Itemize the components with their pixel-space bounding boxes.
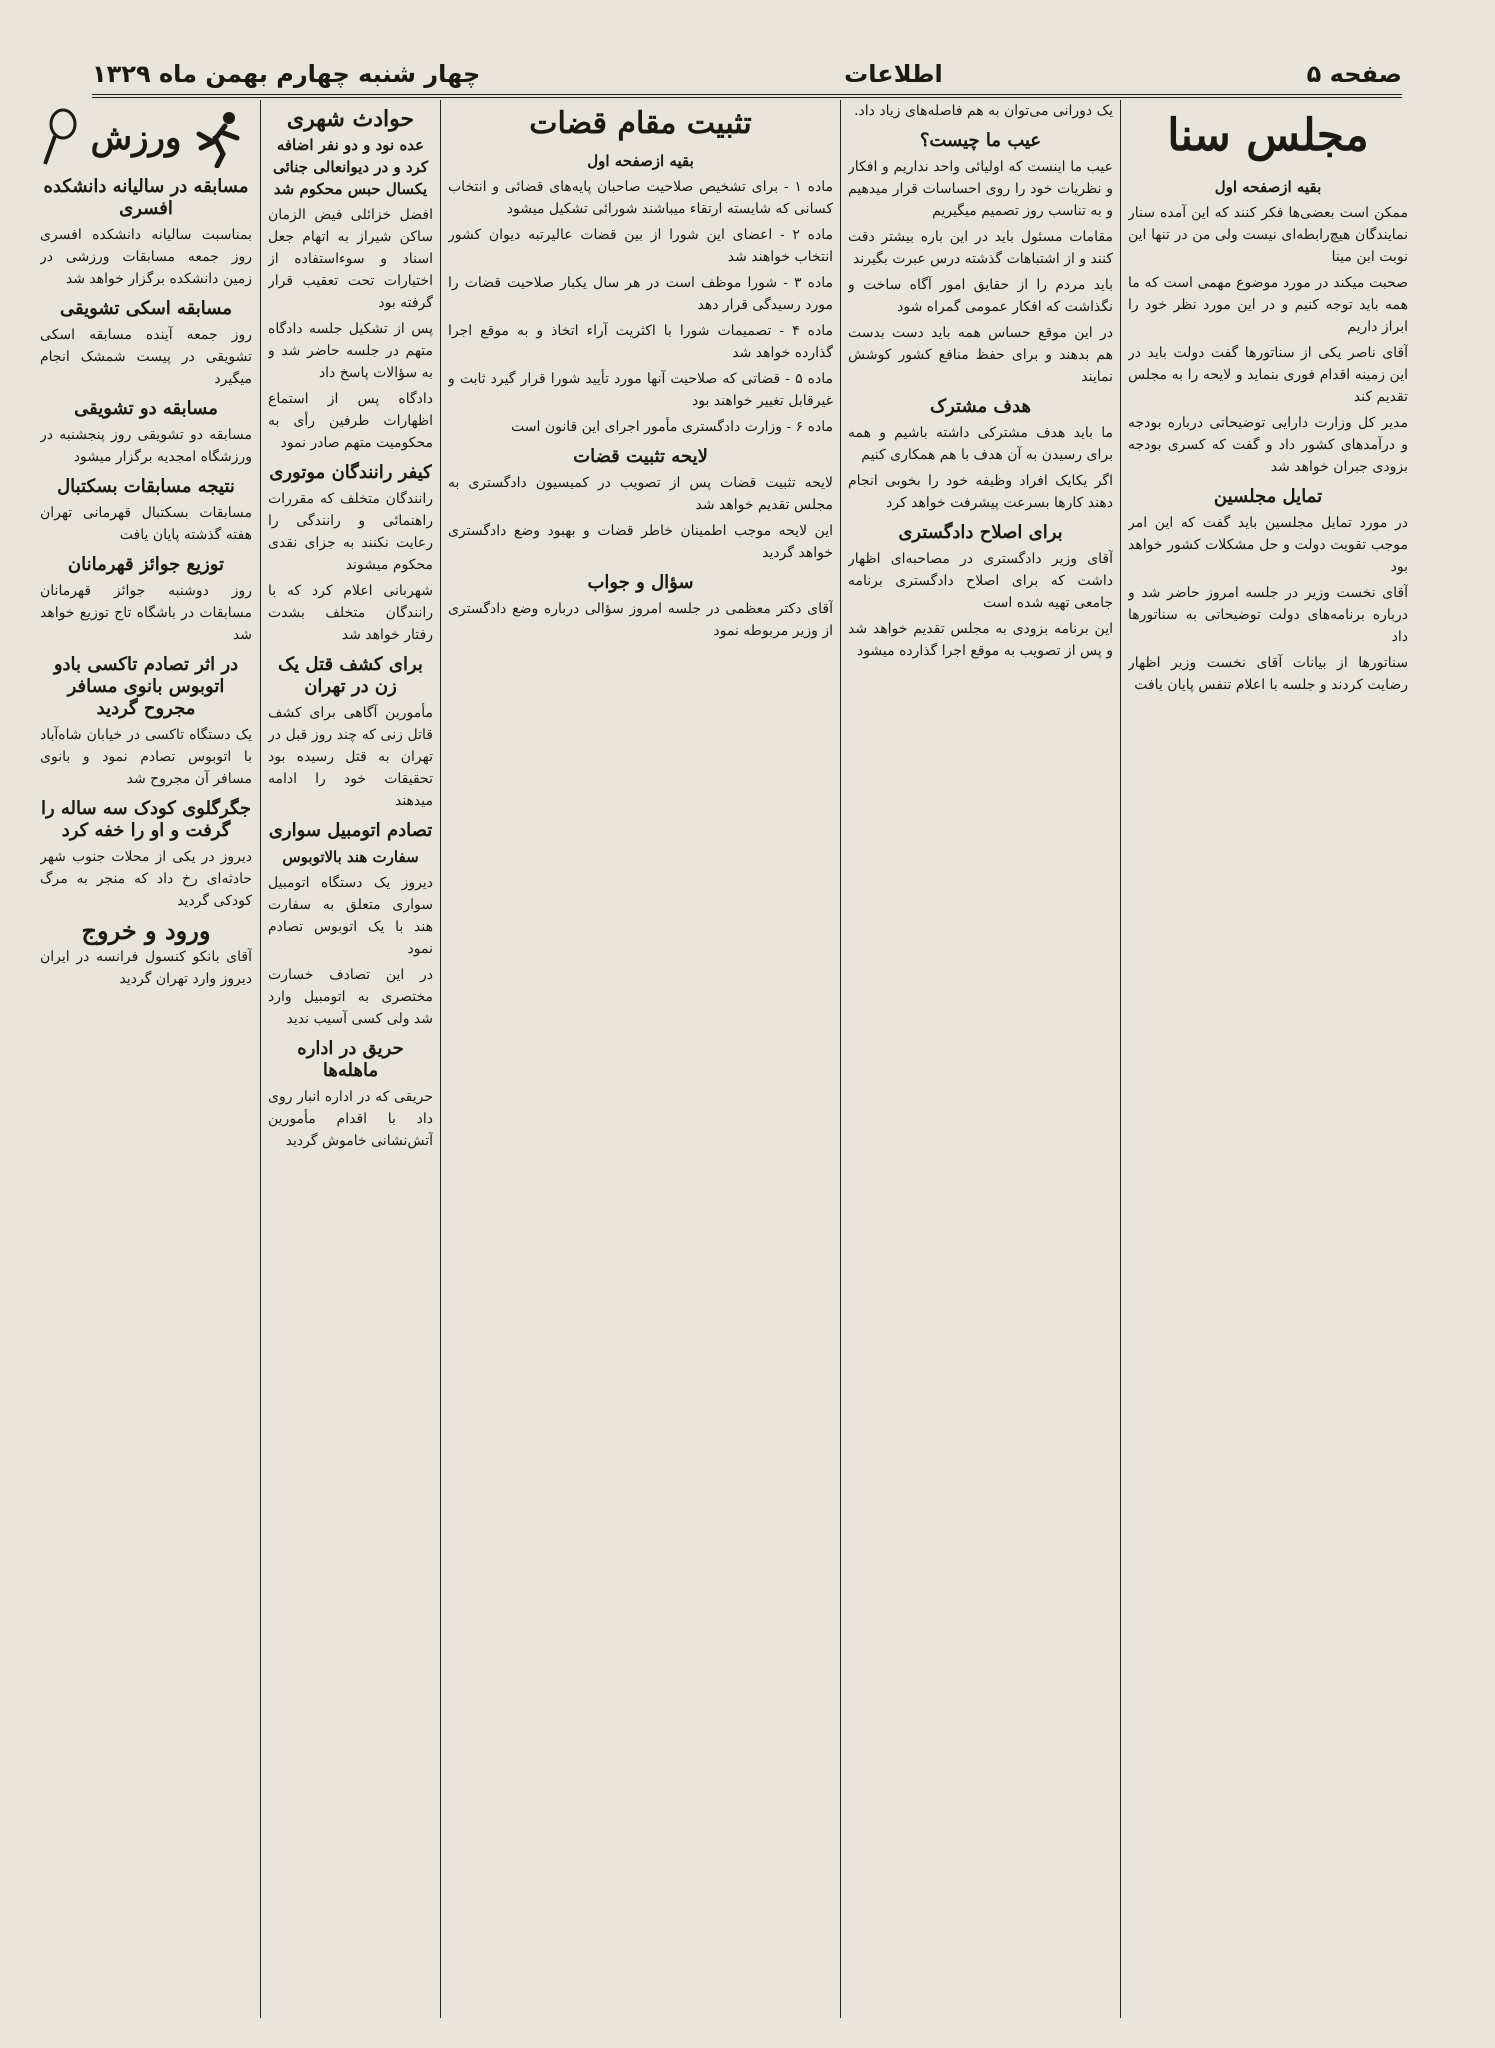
paragraph: دیروز یک دستگاه اتومبیل سواری متعلق به سفارت هند با یک اتوبوس تصادم نمود [268, 875, 433, 957]
section-title: حوادث شهری [286, 106, 415, 132]
paragraph: سناتورها از بیانات آقای نخست وزیر اظهار رضایت کردند و جلسه با اعلام تنفس پایان یافت [1128, 655, 1408, 693]
article-subtitle: بقیه ازصفحه اول [1214, 178, 1322, 196]
runner-icon [191, 108, 251, 168]
page-header [92, 54, 1402, 98]
paragraph: دادگاه پس از استماع اظهارات طرفین رأی به محکومیت متهم صادر نمود [268, 391, 433, 451]
headline: عده نود و دو نفر اضافه کرد و در دیوانعالی جنائی یکسال حبس محکوم شد [272, 136, 429, 198]
paragraph: یک دستگاه تاکسی در خیابان شاه‌آباد با اتوبوس تصادم نمود و بانوی مسافر آن مجروح شد [40, 727, 252, 787]
article-city-news [268, 100, 433, 2018]
paragraph: این لایحه موجب اطمینان خاطر قضات و بهبود وضع دادگستری خواهد گردید [448, 523, 833, 561]
paragraph: مسابقات بسکتبال قهرمانی تهران هفته گذشته پایان یافت [40, 505, 252, 543]
section-heading: برای اصلاح دادگستری [898, 522, 1063, 543]
paragraph: ماده ۴ - تصمیمات شورا با اکثریت آراء اتخاذ و به موقع اجرا گذارده خواهد شد [448, 323, 833, 361]
sports-item-heading: توزیع جوائز قهرمانان [67, 554, 225, 575]
news-item-heading: ورود و خروج [81, 916, 211, 945]
newspaper-name: اطلاعات [844, 60, 943, 88]
issue-date: چهار شنبه چهارم بهمن ماه ۱۳۲۹ [92, 60, 481, 88]
section-heading: عیب ما چیست؟ [919, 130, 1042, 151]
paragraph: آقای دکتر معظمی در جلسه امروز سؤالی درباره وضع دادگستری از وزیر مربوطه نمود [448, 601, 833, 639]
paragraph: پس از تشکیل جلسه دادگاه متهم در جلسه حاضر شد و به سؤالات پاسخ داد [268, 321, 433, 381]
paragraph: رانندگان متخلف که مقررات راهنمائی و رانندگی را رعایت نکنند به جزای نقدی محکوم میشوند [268, 491, 433, 573]
paragraph: ماده ۵ - قضاتی که صلاحیت آنها مورد تأیید شورا قرار گیرد ثابت و غیرقابل تغییر خواهند بود [448, 371, 833, 409]
column-rule [260, 100, 261, 2018]
section-title: ورزش [90, 118, 182, 158]
paragraph: مقامات مسئول باید در این باره بیشتر دقت کنند و از اشتباهات گذشته درس عبرت بگیرند [848, 229, 1113, 267]
paragraph: ما باید هدف مشترکی داشته باشیم و همه برای رسیدن به آن هدف با هم همکاری کنیم [848, 425, 1113, 463]
sports-item-heading: نتیجه مسابقات بسکتبال [57, 476, 235, 497]
sports-item-heading: مسابقه دو تشویقی [74, 398, 218, 419]
news-item-heading: در اثر تصادم تاکسی بادو اتوبوس بانوی مسافر مجروح گردید [53, 654, 239, 719]
section-heading: لایحه تثبیت قضات [573, 446, 708, 467]
section-heading: هدف مشترک [929, 396, 1032, 417]
paragraph: آقای وزیر دادگستری در مصاحبه‌ای اظهار داشت که برای اصلاح دادگستری برنامه جامعی تهیه شده است [848, 551, 1113, 611]
article-title: مجلس سنا [1167, 110, 1369, 161]
paragraph: لایحه تثبیت قضات پس از تصویب در کمیسیون دادگستری به مجلس تقدیم خواهد شد [448, 475, 833, 513]
paragraph: بمناسبت سالیانه دانشکده افسری روز جمعه مسابقات ورزشی در زمین دانشکده برگزار خواهد شد [40, 227, 252, 287]
news-item-heading: جگرگلوی کودک سه ساله را گرفت و او را خفه کرد [40, 798, 252, 841]
paragraph: مأمورین آگاهی برای کشف قاتل زنی که چند روز قبل در تهران به قتل رسیده بود تحقیقات خود را ادامه میدهند [268, 705, 433, 809]
article-title: تثبیت مقام قضات [529, 106, 752, 141]
page-number: صفحه ۵ [1306, 60, 1402, 88]
paragraph: یک دورانی می‌توان به هم فاصله‌های زیاد داد. [854, 103, 1113, 119]
paragraph: در این تصادف خسارت مختصری به اتومبیل وارد شد ولی کسی آسیب ندید [268, 967, 433, 1027]
paragraph: در این موقع حساس همه باید دست بدست هم بدهند و برای حفظ منافع کشور کوشش نمایند [848, 325, 1113, 385]
paragraph: صحبت میکند در مورد موضوع مهمی است که ما همه باید توجه کنیم و در این مورد نظر خود را ابراز داریم [1128, 275, 1408, 335]
article-editorial [848, 100, 1113, 2018]
paragraph: افضل خزائلی فیض الزمان ساکن شیراز به اتهام جعل اسناد و سوءاستفاده از اختیارات تحت تعقیب قرار گرفته بود [268, 207, 433, 311]
paragraph: دیروز در یکی از محلات جنوب شهر حادثه‌ای رخ داد که منجر به مرگ کودکی گردید [40, 849, 252, 909]
paragraph: روز دوشنبه جوائز قهرمانان مسابقات در باشگاه تاج توزیع خواهد شد [40, 583, 252, 643]
paragraph: روز جمعه آینده مسابقه اسکی تشویقی در پیست شمشک انجام میگیرد [40, 327, 252, 387]
paragraph: ماده ۶ - وزارت دادگستری مأمور اجرای این قانون است [511, 419, 833, 435]
paragraph: مدیر کل وزارت دارایی توضیحاتی درباره بودجه و درآمدهای کشور داد و گفت که کسری بودجه بزودی جبران خواهد شد [1128, 415, 1408, 475]
column-rule [840, 100, 841, 2018]
article-majlis-sena [1128, 100, 1408, 2018]
paragraph: ماده ۱ - برای تشخیص صلاحیت صاحبان پایه‌های قضائی و انتخاب کسانی که شایسته ارتقاء میباشند شورائی تشکیل میشود [448, 179, 833, 217]
section-heading: حریق در اداره ماهله‌ها [297, 1038, 404, 1081]
section-heading: سؤال و جواب [587, 572, 694, 593]
paragraph: این برنامه بزودی به مجلس تقدیم خواهد شد و پس از تصویب به موقع اجرا گذارده میشود [848, 621, 1113, 659]
section-heading: برای کشف قتل یک زن در تهران [278, 654, 423, 697]
paragraph: آقای بانکو کنسول فرانسه در ایران دیروز وارد تهران گردید [40, 949, 252, 987]
paragraph: باید مردم را از حقایق امور آگاه ساخت و نگذاشت که افکار عمومی گمراه شود [848, 277, 1113, 315]
sports-item-heading: مسابقه در سالیانه دانشکده افسری [43, 176, 249, 219]
paragraph: در مورد تمایل مجلسین باید گفت که این امر موجب تقویت دولت و حل مشکلات کشور خواهد بود [1128, 515, 1408, 575]
section-subheading: سفارت هند بالاتوبوس [282, 848, 419, 866]
article-sports [40, 100, 252, 2018]
paragraph: اگر یکایک افراد وظیفه خود را بخوبی انجام دهند کارها بسرعت پیشرفت خواهد کرد [848, 473, 1113, 511]
section-heading: کیفر رانندگان موتوری [269, 462, 432, 483]
sports-header [40, 108, 252, 168]
paragraph: ممکن است بعضی‌ها فکر کنند که این آمده سنار نمایندگان هیچ‌رابطه‌ای نیست ولی من در تنها این نوبت ابن مینا [1128, 205, 1408, 265]
sports-item-heading: مسابقه اسکی تشویقی [60, 298, 232, 319]
paragraph: ماده ۳ - شورا موظف است در هر سال یکبار صلاحیت قضات را مورد رسیدگی قرار دهد [448, 275, 833, 313]
paragraph: مسابقه دو تشویقی روز پنجشنبه در ورزشگاه امجدیه برگزار میشود [40, 427, 252, 465]
column-rule [440, 100, 441, 2018]
article-subtitle: بقیه ازصفحه اول [587, 152, 694, 170]
paragraph: عیب ما اینست که اولیائی واحد نداریم و افکار و نظریات خود را روی احساسات قرار میدهیم و به تناسب روز تصمیم میگیریم [848, 159, 1113, 219]
column-rule [1120, 100, 1121, 2018]
paragraph: آقای نخست وزیر در جلسه امروز حاضر شد و درباره برنامه‌های دولت توضیحاتی به سناتورها داد [1128, 585, 1408, 645]
paragraph: آقای ناصر یکی از سناتورها گفت دولت باید در این زمینه اقدام فوری بنماید و لایحه را به مجلس تقدیم کند [1128, 345, 1408, 405]
section-heading: تمایل مجلسین [1213, 486, 1323, 507]
paragraph: شهربانی اعلام کرد که با رانندگان متخلف بشدت رفتار خواهد شد [268, 583, 433, 643]
article-judges [448, 100, 833, 2018]
paragraph: ماده ۲ - اعضای این شورا از بین قضات عالیرتبه دیوان کشور انتخاب خواهند شد [448, 227, 833, 265]
paragraph: حریقی که در اداره انبار روی داد با اقدام مأمورین آتش‌نشانی خاموش گردید [268, 1089, 433, 1149]
racket-icon [41, 108, 81, 168]
section-heading: تصادم اتومبیل سواری [268, 820, 433, 841]
